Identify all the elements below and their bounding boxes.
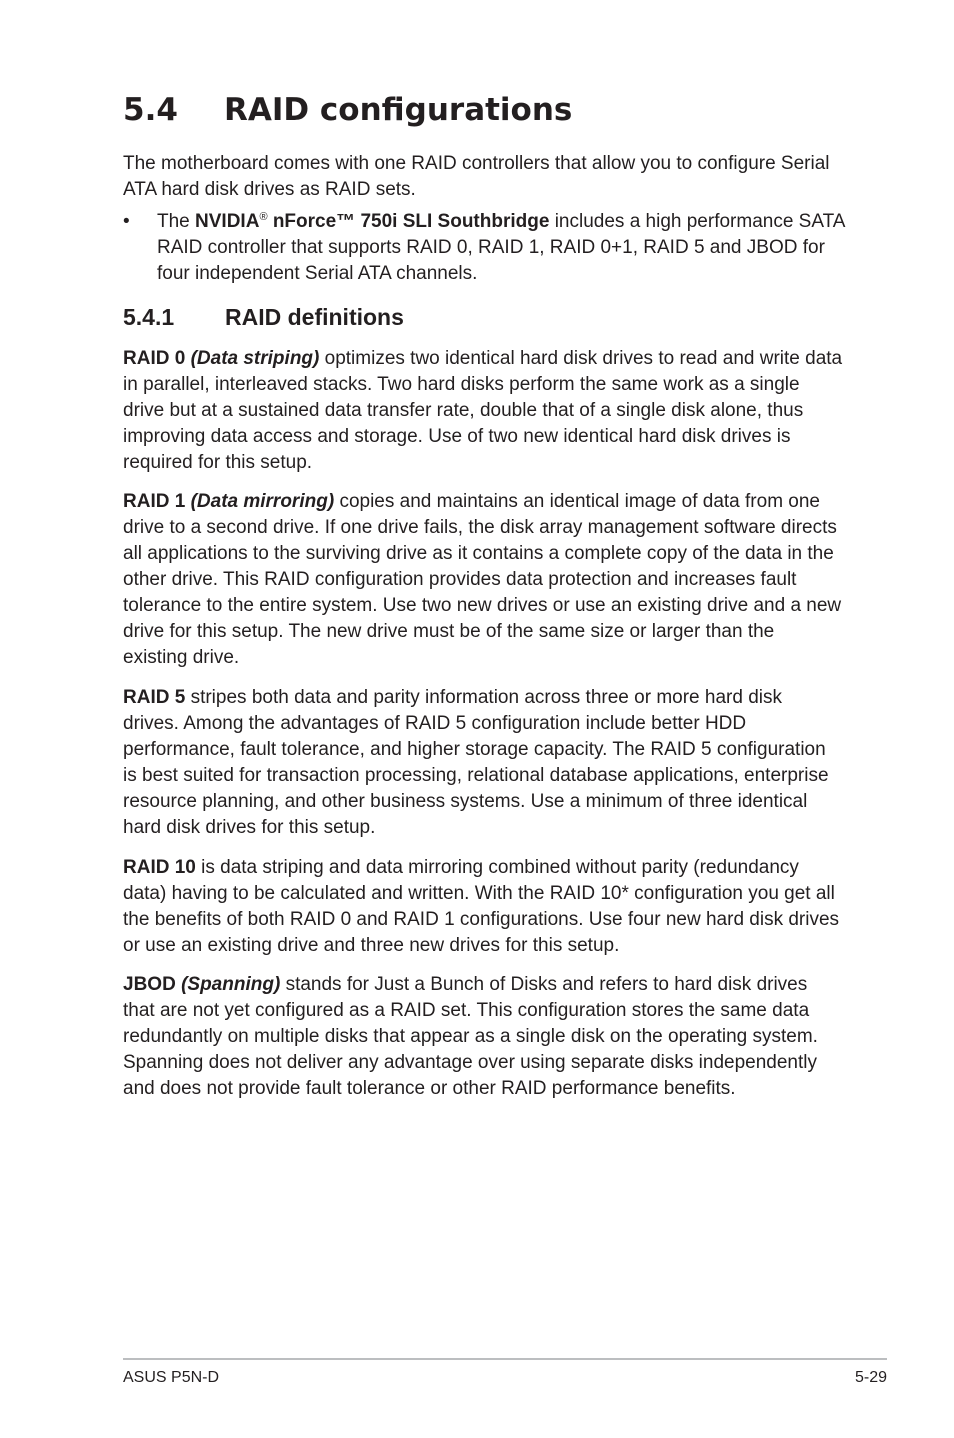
subsection-heading — [123, 302, 404, 332]
definition-raid1 — [123, 489, 843, 671]
registered-mark: ® — [259, 211, 268, 223]
bullet-text — [157, 209, 847, 287]
definition-text: copies and maintains an identical image of data from one drive to a second drive. If one drive fails, the disk array management software directs all applications to the surviving drive as it contains a complete copy of the data in the other drive. This RAID configuration provides data protection and increases fault tolerance to the entire system. Use two new drives or use an existing drive and a new drive for this setup. The new drive must be of the same size or larger than the existing drive. — [123, 491, 842, 668]
section-heading — [123, 88, 572, 132]
subsection-title: RAID definitions — [225, 304, 404, 330]
definition-qualifier: (Data striping) — [190, 348, 320, 369]
bullet-product: nForce™ 750i SLI Southbridge — [267, 211, 550, 232]
subsection-number: 5.4.1 — [123, 304, 175, 330]
footer-product-name: ASUS P5N-D — [123, 1369, 220, 1386]
definition-term: JBOD — [123, 974, 176, 995]
definition-qualifier: (Spanning) — [181, 974, 281, 995]
definition-text: optimizes two identical hard disk drives to read and write data in parallel, interleaved stacks. Two hard disks perform the same work as a single drive but at a sustained data transfer rate, double that of a single disk alone, thus improving data access and storage. Use of two new identical hard disk drives is required for this setup. — [123, 348, 843, 473]
definition-term: RAID 10 — [123, 857, 196, 878]
definition-qualifier: (Data mirroring) — [190, 491, 335, 512]
definition-text: is data striping and data mirroring combined without parity (redundancy data) having to be calculated and written. With the RAID 10* configuration you get all the benefits of both RAID 0 and RAID 1 configurations. Use four new hard disk drives or use an existing drive and three new drives for this setup. — [123, 857, 840, 956]
controller-bullet-item — [123, 209, 843, 287]
definition-term: RAID 0 — [123, 348, 186, 369]
bullet-rest: includes a high performance SATA RAID controller that supports RAID 0, RAID 1, RAID 0+1, RAID 5 and JBOD for four independent Serial ATA channels. — [157, 211, 845, 284]
definition-raid5 — [123, 685, 843, 841]
definition-text: stripes both data and parity information across three or more hard disk drives. Among the advantages of RAID 5 configuration include better HDD performance, fault tolerance, and higher storage capacity. The RAID 5 configuration is best suited for transaction processing, relational database applications, enterprise resource planning, and other business systems. Use a minimum of three identical hard disk drives for this setup. — [123, 687, 829, 838]
bullet-marker: • — [123, 211, 130, 232]
definition-raid10 — [123, 855, 843, 959]
bullet-pre: The — [157, 211, 196, 232]
footer-page-number: 5-29 — [854, 1369, 887, 1386]
intro-paragraph: The motherboard comes with one RAID controllers that allow you to configure Serial ATA hard disk drives as RAID sets. — [123, 153, 830, 200]
definition-jbod — [123, 972, 843, 1102]
section-number: 5.4 — [123, 92, 178, 128]
definition-term: RAID 1 — [123, 491, 186, 512]
bullet-brand: NVIDIA — [195, 211, 260, 232]
section-title: RAID configurations — [224, 92, 573, 128]
definition-text: stands for Just a Bunch of Disks and refers to hard disk drives that are not yet configured as a RAID set. This configuration stores the same data redundantly on multiple disks that appear as a single disk on the operating system. Spanning does not deliver any advantage over using separate disks independently and does not provide fault tolerance or other RAID performance benefits. — [123, 974, 818, 1099]
definition-raid0 — [123, 346, 843, 476]
footer-divider — [123, 1358, 887, 1360]
definition-term: RAID 5 — [123, 687, 186, 708]
